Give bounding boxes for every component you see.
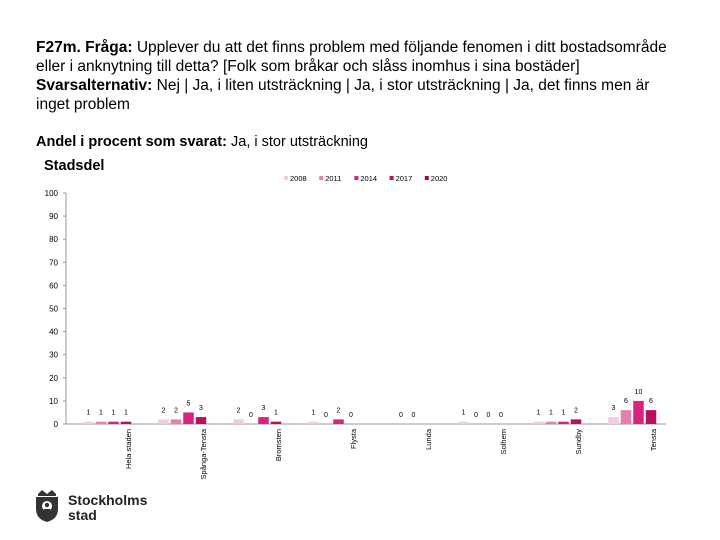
- y-tick-label: 90: [49, 212, 58, 222]
- data-label: 6: [624, 398, 628, 406]
- section-label: Stadsdel: [44, 158, 105, 174]
- data-label: 1: [311, 409, 316, 417]
- y-tick-label: 20: [49, 373, 58, 383]
- question-code: F27m.: [36, 39, 81, 56]
- y-tick-label: 40: [49, 327, 58, 337]
- bar: [158, 419, 169, 424]
- fraga-label: Fråga:: [85, 39, 133, 56]
- bar: [633, 401, 644, 424]
- legend-swatch: [354, 176, 358, 180]
- subtitle-value: Ja, i stor utsträckning: [231, 134, 368, 150]
- y-tick-label: 10: [49, 396, 58, 406]
- fraga-text: Upplever du att det finns problem med följande fenomen i ditt bostadsområde eller i anknytning till detta? [Folk som bråkar och slåss inomhus i sina bostäder]: [36, 39, 667, 75]
- category-label: Solhem: [499, 429, 508, 455]
- category-label: Sundby: [574, 429, 583, 455]
- logo-line2: stad: [68, 507, 97, 523]
- data-label: 1: [111, 409, 116, 417]
- bar: [458, 422, 469, 424]
- y-tick-label: 70: [49, 258, 58, 268]
- data-label: 10: [634, 388, 643, 396]
- bar: [646, 410, 657, 424]
- data-label: 0: [349, 412, 353, 419]
- category-label: Spånga-Tensta: [199, 429, 208, 480]
- y-tick-label: 60: [49, 281, 58, 291]
- y-tick-label: 0: [53, 420, 58, 429]
- data-label: 0: [499, 412, 503, 419]
- data-label: 3: [611, 405, 616, 413]
- bar: [121, 422, 132, 424]
- category-label: Tensta: [649, 429, 658, 452]
- category-label: Bromsten: [274, 429, 283, 462]
- legend-swatch: [284, 176, 288, 180]
- data-label: 0: [411, 412, 416, 419]
- bar: [533, 422, 544, 424]
- data-label: 1: [461, 409, 466, 417]
- data-label: 0: [399, 412, 403, 419]
- bar: [333, 419, 344, 424]
- y-tick-label: 30: [49, 350, 58, 360]
- data-label: 0: [474, 412, 478, 419]
- bar: [308, 422, 319, 424]
- bar: [233, 419, 244, 424]
- bar: [83, 422, 94, 424]
- legend-swatch: [425, 176, 429, 180]
- bar: [621, 410, 632, 424]
- bar: [271, 422, 282, 424]
- legend-label: 2011: [325, 174, 342, 183]
- data-label: 1: [124, 409, 128, 417]
- bar: [183, 412, 194, 424]
- data-label: 0: [486, 412, 491, 419]
- data-label: 1: [99, 409, 103, 417]
- bar: [571, 419, 582, 424]
- data-label: 0: [249, 412, 253, 419]
- logo-line1: Stockholms: [68, 492, 148, 508]
- data-label: 1: [549, 409, 553, 417]
- category-label: Lunda: [424, 429, 433, 450]
- bar: [546, 422, 557, 424]
- data-label: 1: [536, 409, 541, 417]
- bar: [196, 417, 207, 424]
- category-label: Hela staden: [124, 429, 133, 470]
- y-tick-label: 80: [49, 235, 58, 245]
- category-label: Flysta: [349, 429, 358, 450]
- bar: [608, 417, 619, 424]
- data-label: 2: [574, 407, 578, 415]
- legend-label: 2020: [430, 174, 448, 183]
- data-label: 3: [261, 405, 266, 413]
- data-label: 6: [649, 398, 653, 406]
- data-label: 2: [336, 407, 341, 415]
- bar: [108, 422, 119, 424]
- y-tick-label: 100: [44, 189, 58, 198]
- data-label: 2: [174, 407, 178, 415]
- data-label: 2: [236, 407, 241, 415]
- data-label: 2: [161, 407, 166, 415]
- data-label: 1: [274, 409, 278, 417]
- legend-label: 2014: [360, 174, 378, 183]
- bar: [558, 422, 569, 424]
- logo-text: [68, 493, 147, 523]
- legend-swatch: [319, 176, 323, 180]
- data-label: 5: [186, 400, 191, 408]
- bar: [171, 419, 182, 424]
- data-label: 0: [324, 412, 328, 419]
- data-label: 1: [86, 409, 91, 417]
- legend-label: 2008: [290, 174, 307, 183]
- svar-label: Svarsalternativ:: [36, 77, 153, 94]
- data-label: 3: [199, 405, 203, 413]
- stockholm-crown-shield-icon: [33, 489, 61, 523]
- legend-label: 2017: [395, 174, 413, 183]
- data-label: 1: [561, 409, 566, 417]
- y-tick-label: 50: [49, 304, 58, 314]
- legend-swatch: [390, 176, 394, 180]
- subtitle-label: Andel i procent som svarat:: [36, 134, 227, 150]
- bar: [258, 417, 269, 424]
- svar-text: Nej | Ja, i liten utsträckning | Ja, i stor utsträckning | Ja, det finns men är inget problem: [36, 77, 650, 113]
- bar: [96, 422, 107, 424]
